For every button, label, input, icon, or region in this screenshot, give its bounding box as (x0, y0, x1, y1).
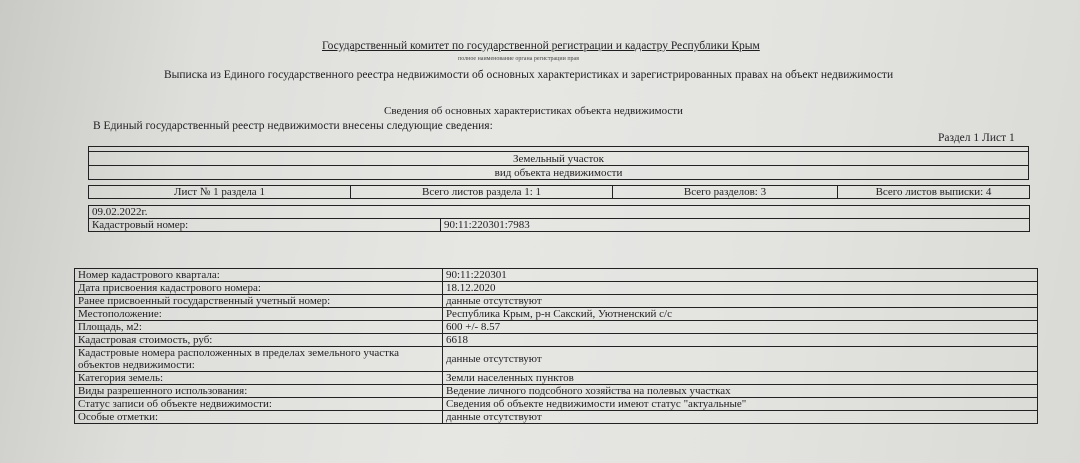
row-value: 90:11:220301 (443, 269, 1038, 282)
part-label: Раздел 1 Лист 1 (938, 132, 1015, 144)
row-value: Сведения об объекте недвижимости имеют статус "актуальные" (443, 398, 1038, 411)
sheets-table (88, 185, 1030, 199)
row-value: данные отсутствуют (443, 295, 1038, 308)
cadastral-number-label: Кадастровый номер: (89, 219, 441, 232)
table-row (75, 308, 1038, 321)
row-label: Статус записи об объекте недвижимости: (75, 398, 443, 411)
total-sheets-extract: Всего листов выписки: 4 (838, 186, 1030, 199)
extract-date: 09.02.2022г. (89, 206, 441, 219)
row-value: 600 +/- 8.57 (443, 321, 1038, 334)
meta-table (88, 205, 1030, 232)
table-row (75, 269, 1038, 282)
total-sections: Всего разделов: 3 (613, 186, 838, 199)
row-value: данные отсутствуют (443, 411, 1038, 424)
row-label: Категория земель: (75, 372, 443, 385)
organization-caption: полное наименование органа регистрации прав (458, 56, 580, 62)
row-label: Кадастровая стоимость, руб: (75, 334, 443, 347)
row-value: Ведение личного подсобного хозяйства на полевых участках (443, 385, 1038, 398)
table-row (75, 372, 1038, 385)
table-row (75, 282, 1038, 295)
row-label: Виды разрешенного использования: (75, 385, 443, 398)
extract-title: Выписка из Единого государственного реестра недвижимости об основных характеристиках и зарегистрированных правах на объект недвижимости (164, 69, 894, 81)
row-label: Площадь, м2: (75, 321, 443, 334)
row-label: Местоположение: (75, 308, 443, 321)
section-title: Сведения об основных характеристиках объекта недвижимости (384, 105, 683, 117)
table-row (75, 321, 1038, 334)
row-value: 18.12.2020 (443, 282, 1038, 295)
table-row (75, 411, 1038, 424)
table-row (75, 398, 1038, 411)
object-type-caption: вид объекта недвижимости (89, 166, 1029, 180)
row-label: Особые отметки: (75, 411, 443, 424)
table-row (75, 334, 1038, 347)
table-row (75, 385, 1038, 398)
row-label: Дата присвоения кадастрового номера: (75, 282, 443, 295)
organization-name: Государственный комитет по государственной регистрации и кадастру Республики Крым (322, 40, 760, 52)
row-label: Ранее присвоенный государственный учетный номер: (75, 295, 443, 308)
table-row (75, 347, 1038, 372)
characteristics-table (74, 268, 1038, 424)
sheet-number: Лист № 1 раздела 1 (89, 186, 351, 199)
cadastral-number-value: 90:11:220301:7983 (441, 219, 1030, 232)
row-value: данные отсутствуют (443, 347, 1038, 372)
row-label: Кадастровые номера расположенных в пределах земельного участка объектов недвижимости: (75, 347, 443, 372)
table-row (75, 295, 1038, 308)
row-label: Номер кадастрового квартала: (75, 269, 443, 282)
intro-text: В Единый государственный реестр недвижимости внесены следующие сведения: (93, 120, 493, 132)
row-value: 6618 (443, 334, 1038, 347)
row-value: Республика Крым, р-н Сакский, Уютненский с/с (443, 308, 1038, 321)
total-sheets-section: Всего листов раздела 1: 1 (351, 186, 613, 199)
object-type-table (88, 146, 1029, 180)
row-value: Земли населенных пунктов (443, 372, 1038, 385)
object-type: Земельный участок (89, 152, 1029, 166)
